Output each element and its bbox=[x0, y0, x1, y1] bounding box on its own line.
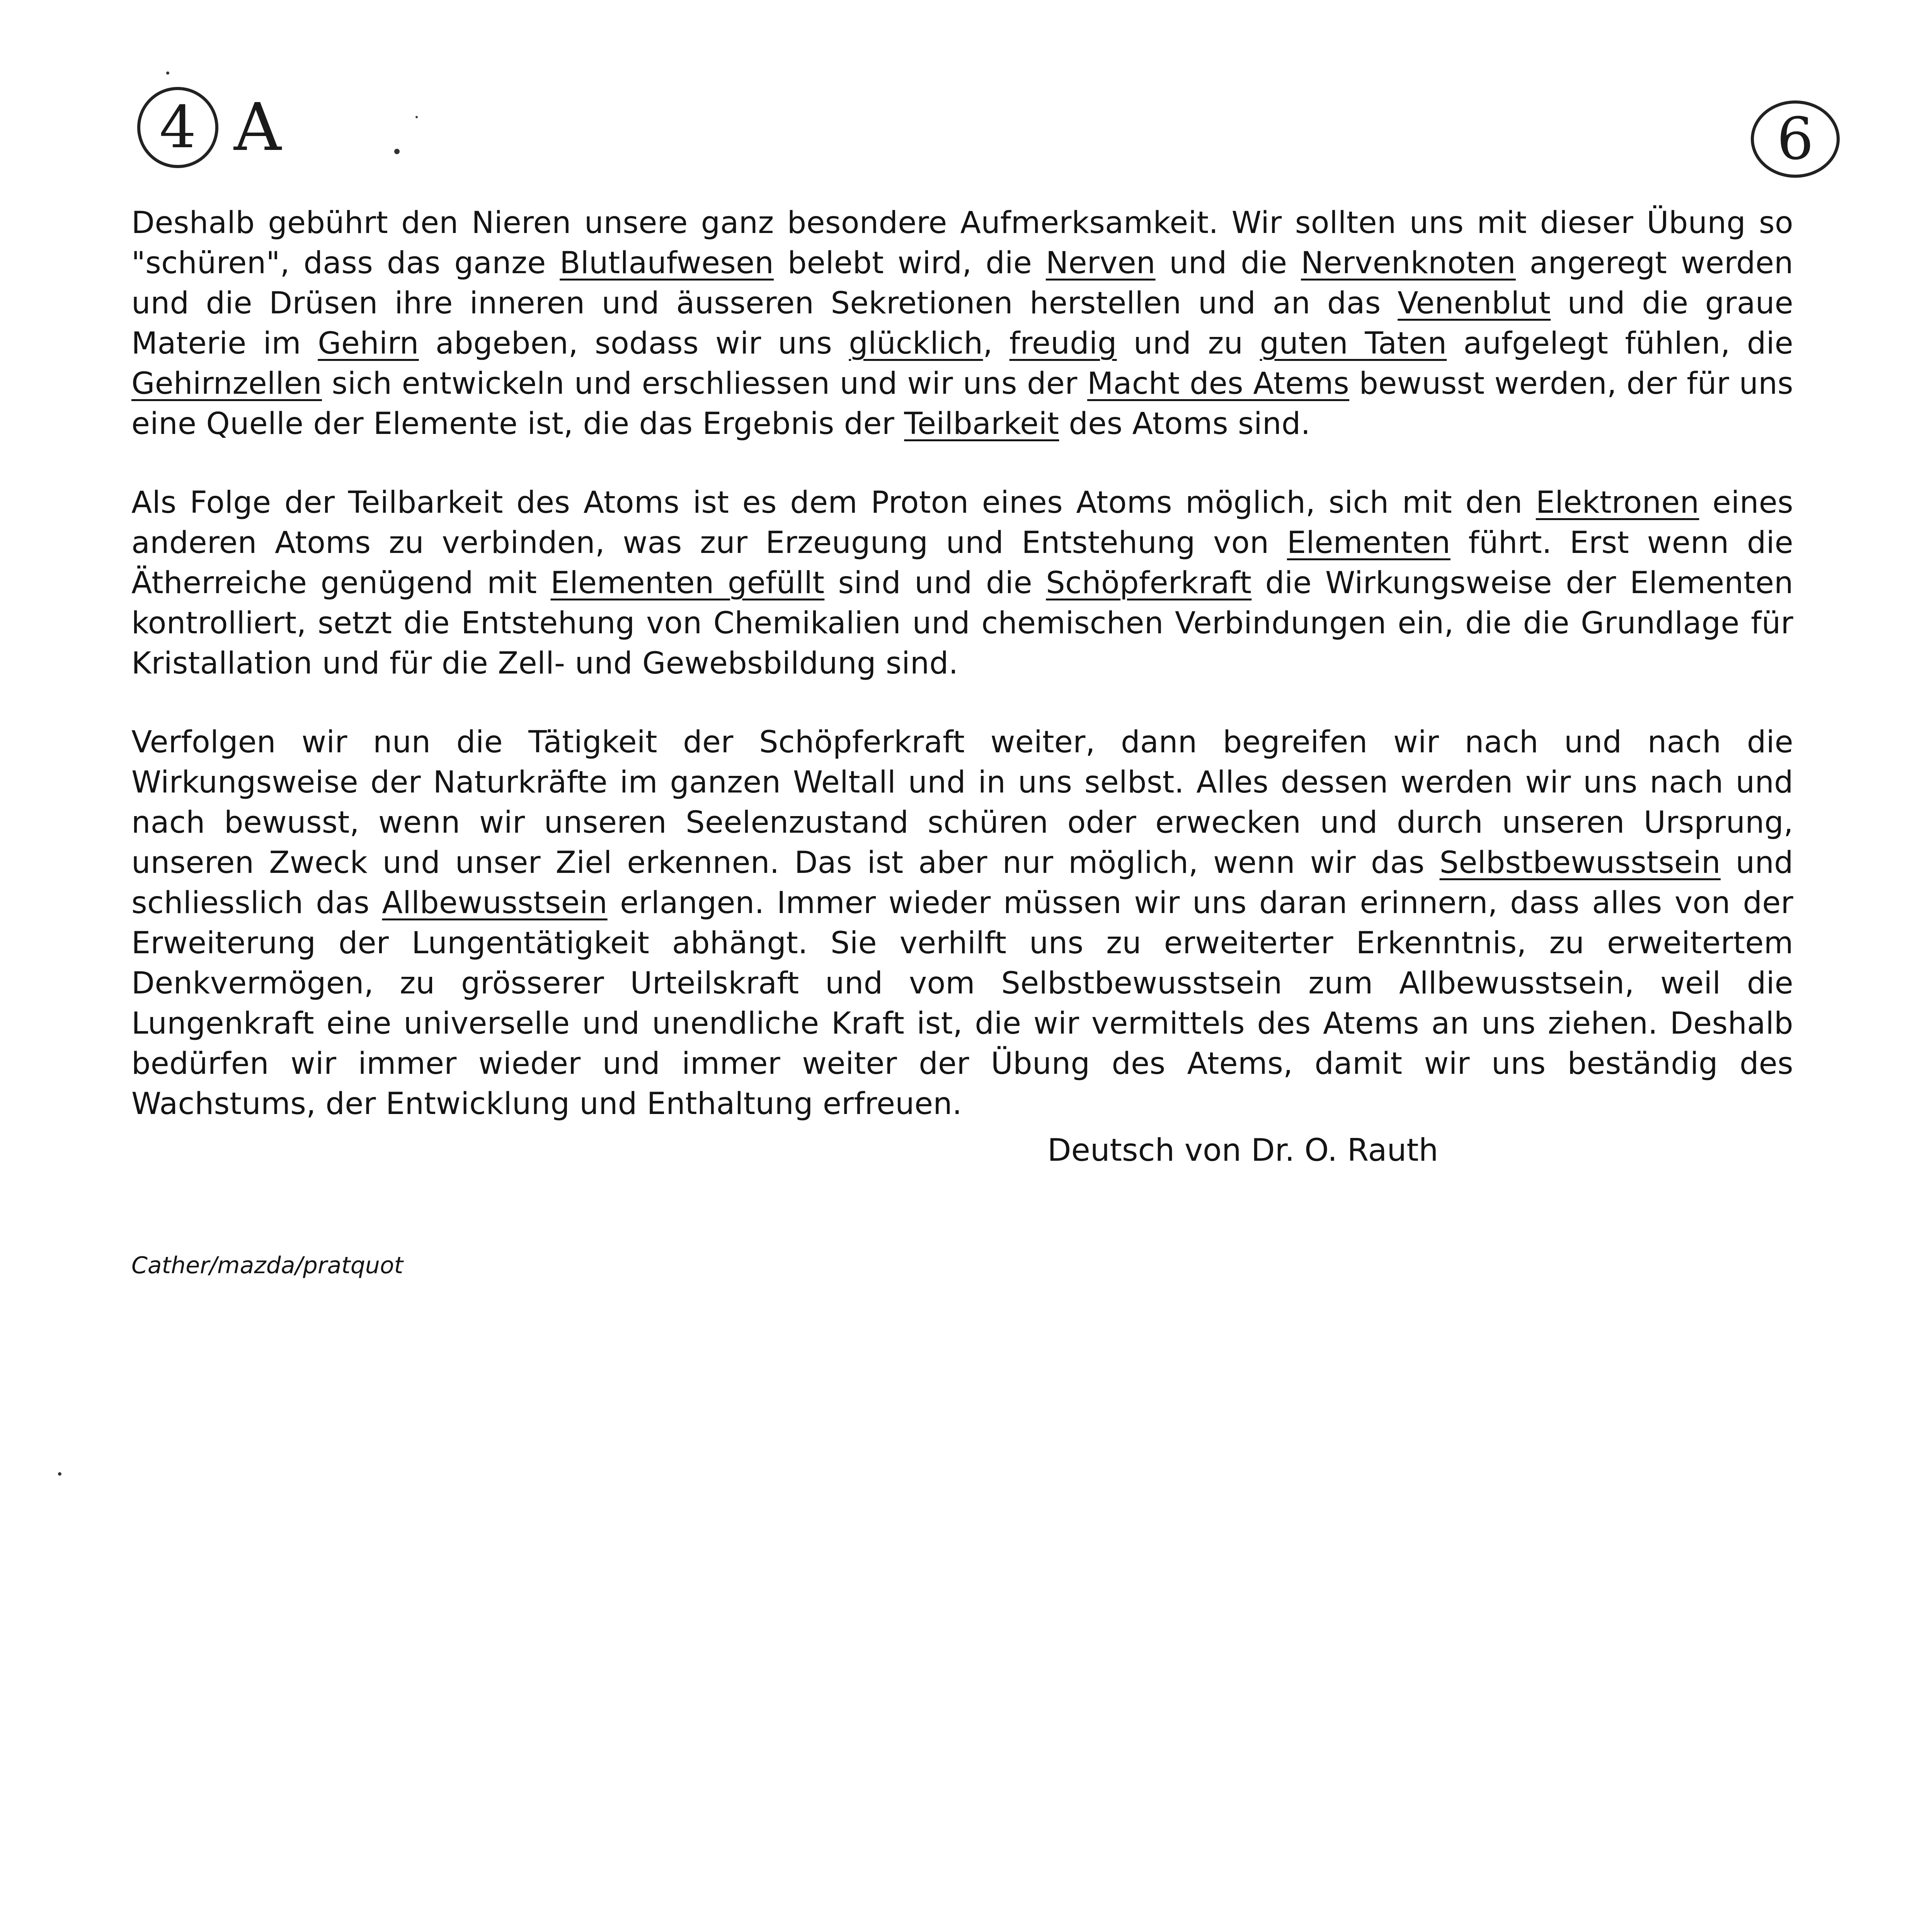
text-run: abgeben, sodass wir uns bbox=[419, 326, 849, 361]
text-run: und die bbox=[1155, 246, 1301, 281]
text-run: , bbox=[983, 326, 1010, 361]
speck bbox=[394, 149, 400, 154]
text-run: belebt wird, die bbox=[774, 246, 1046, 281]
underlined-term: Gehirn bbox=[318, 326, 419, 361]
handwritten-letter-mark: A bbox=[234, 89, 281, 166]
underlined-term: Nerven bbox=[1045, 246, 1156, 281]
paragraph bbox=[131, 722, 1793, 1124]
text-run: Deshalb gebührt den Nieren unsere ganz besondere Aufmerksamkeit. Wir sollten uns mit dieser Übung so "schüren", dass das ganze bbox=[131, 206, 1793, 281]
text-run: führt. Erst wenn die Ätherreiche genügend mit bbox=[131, 526, 1793, 600]
text-run: angeregt werden und die Drüsen ihre inneren und äusseren Sekretionen herstellen und an das bbox=[131, 246, 1794, 321]
text-run: und zu bbox=[1117, 326, 1260, 361]
underlined-term: Allbewusstsein bbox=[382, 886, 608, 920]
speck bbox=[166, 71, 169, 75]
underlined-term: Elementen gefüllt bbox=[550, 566, 825, 600]
underlined-term: Teilbarkeit bbox=[904, 406, 1059, 441]
body-text bbox=[131, 203, 1793, 1124]
underlined-term: Nervenknoten bbox=[1301, 246, 1516, 281]
text-run: Verfolgen wir nun die Tätigkeit der Schöpferkraft weiter, dann begreifen wir nach und nach die Wirkungsweise der Naturkräfte im ganzen Weltall und in uns selbst. Alles dessen werden wir uns nach und nach bewusst, wenn wir unseren Seelenzustand schüren oder erwecken und durch unseren Ursprung, unseren Zweck und unser Ziel erkennen. Das ist aber nur möglich, wenn wir das bbox=[131, 725, 1793, 880]
handwritten-page-number bbox=[1751, 100, 1840, 178]
underlined-term: freudig bbox=[1009, 326, 1117, 361]
underlined-term: guten Taten bbox=[1260, 326, 1447, 361]
underlined-term: Blutlaufwesen bbox=[560, 246, 774, 281]
text-run: erlangen. Immer wieder müssen wir uns daran erinnern, dass alles von der Erweiterung der Lungentätigkeit abhängt. Sie verhilft uns zu erweiterter Erkenntnis, zu erweitertem Denkvermögen, zu grösserer Urteilskraft und vom Selbstbewusstsein zum Allbewusstsein, weil die Lungenkraft eine universelle und unendliche Kraft ist, die wir vermittels des Atems an uns ziehen. Deshalb bedürfen wir immer wieder und immer weiter der Übung des Atems, damit wir uns beständig des Wachstums, der Entwicklung und Enthaltung erfreuen. bbox=[131, 886, 1793, 1121]
text-run: die Wirkungsweise der Elementen kontrolliert, setzt die Entstehung von Chemikalien und chemischen Verbindungen ein, die die Grundlage für Kristallation und für die Zell- und Gewebsbildung sind. bbox=[131, 566, 1794, 681]
text-run: des Atoms sind. bbox=[1059, 406, 1311, 441]
circled-number-mark: 4 bbox=[137, 87, 218, 168]
underlined-term: Macht des Atems bbox=[1087, 366, 1350, 401]
paragraph bbox=[131, 203, 1793, 444]
text-run: sind und die bbox=[824, 566, 1046, 600]
handwritten-page-mark bbox=[137, 83, 281, 172]
underlined-term: Venenblut bbox=[1398, 286, 1551, 321]
underlined-term: Elektronen bbox=[1536, 485, 1699, 520]
document-reference: Cather/mazda/pratquot bbox=[131, 1252, 403, 1279]
text-run: und schliesslich das bbox=[131, 845, 1793, 920]
text-run: und die graue Materie im bbox=[131, 286, 1793, 361]
speck bbox=[58, 1472, 61, 1476]
text-run: bewusst werden, der für uns eine Quelle der Elemente ist, die das Ergebnis der bbox=[131, 366, 1793, 441]
text-run: Als Folge der Teilbarkeit des Atoms ist es dem Proton eines Atoms möglich, sich mit den bbox=[131, 485, 1536, 520]
speck bbox=[415, 116, 418, 118]
text-run: eines anderen Atoms zu verbinden, was zur Erzeugung und Entstehung von bbox=[131, 485, 1793, 560]
underlined-term: Selbstbewusstsein bbox=[1439, 845, 1721, 880]
underlined-term: Elementen bbox=[1287, 526, 1451, 560]
circled-page-number: 6 bbox=[1751, 100, 1840, 178]
text-run: aufgelegt fühlen, die bbox=[1447, 326, 1793, 361]
translator-credit: Deutsch von Dr. O. Rauth bbox=[1047, 1132, 1439, 1168]
underlined-term: glücklich bbox=[849, 326, 983, 361]
underlined-term: Gehirnzellen bbox=[131, 366, 322, 401]
text-run: sich entwickeln und erschliessen und wir uns der bbox=[322, 366, 1088, 401]
paragraph bbox=[131, 483, 1793, 684]
underlined-term: Schöpferkraft bbox=[1046, 566, 1252, 600]
